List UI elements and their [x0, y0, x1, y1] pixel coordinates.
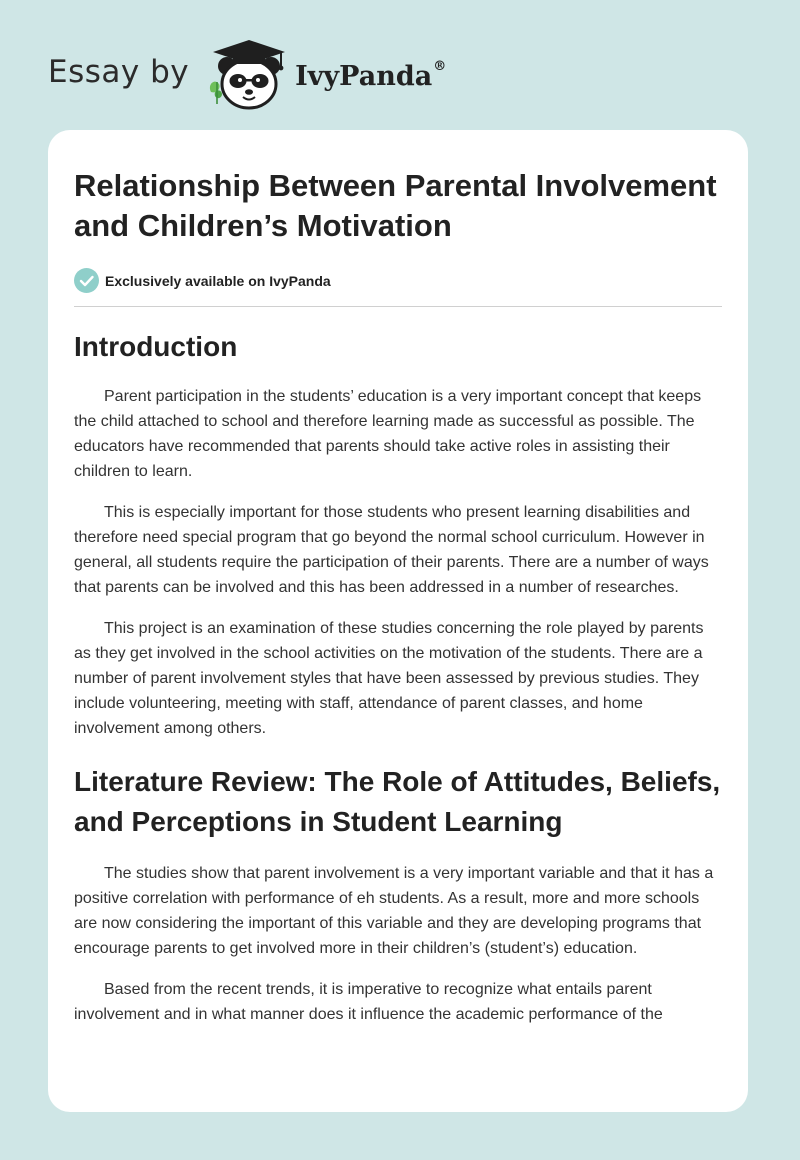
divider: [74, 306, 722, 307]
paragraph: Parent participation in the students’ education is a very important concept that keeps the child attached to school and therefore learning made as successful as possible. The educators have recommended that parents should take active roles in assisting their children to learn.: [74, 388, 702, 480]
exclusive-badge: [74, 268, 722, 293]
essay-card: [48, 130, 748, 1112]
exclusive-badge-text: Exclusively available on IvyPanda: [105, 272, 331, 289]
essay-by-label: Essay by: [48, 54, 190, 90]
brand-name-text: IvyPanda: [295, 60, 433, 92]
paragraph: Based from the recent trends, it is imperative to recognize what entails parent involvement and in what manner does it influence the academic performance of the: [74, 981, 663, 1023]
essay-title: Relationship Between Parental Involvement and Children’s Motivation: [74, 168, 717, 243]
section-heading-literature-review: Literature Review: The Role of Attitudes, Beliefs, and Perceptions in Student Learning: [74, 766, 721, 837]
check-circle-icon: [74, 268, 99, 293]
section-heading-introduction: Introduction: [74, 331, 238, 362]
paragraph: This is especially important for those students who present learning disabilities and therefore need special program that go beyond the normal school curriculum. However in general, all students require the participation of their parents. There are a number of ways that parents can be involved and this has been addressed in a number of researches.: [74, 504, 709, 596]
site-header: [48, 34, 446, 114]
registered-mark: ®: [433, 58, 447, 74]
paragraph: This project is an examination of these studies concerning the role played by parents as they get involved in the school activities on the motivation of the students. There are a number of parent involvement styles that have been assessed by previous studies. They include volunteering, meeting with staff, attendance of parent classes, and home involvement among others.: [74, 620, 704, 737]
panda-graduate-logo-icon[interactable]: [201, 34, 293, 114]
paragraph: The studies show that parent involvement is a very important variable and that it has a positive correlation with performance of eh students. As a result, more and more schools are now considering the important of this variable and they are developing programs that encourage parents to get involved more in their children’s (student’s) education.: [74, 865, 714, 957]
brand-name[interactable]: [295, 58, 447, 92]
